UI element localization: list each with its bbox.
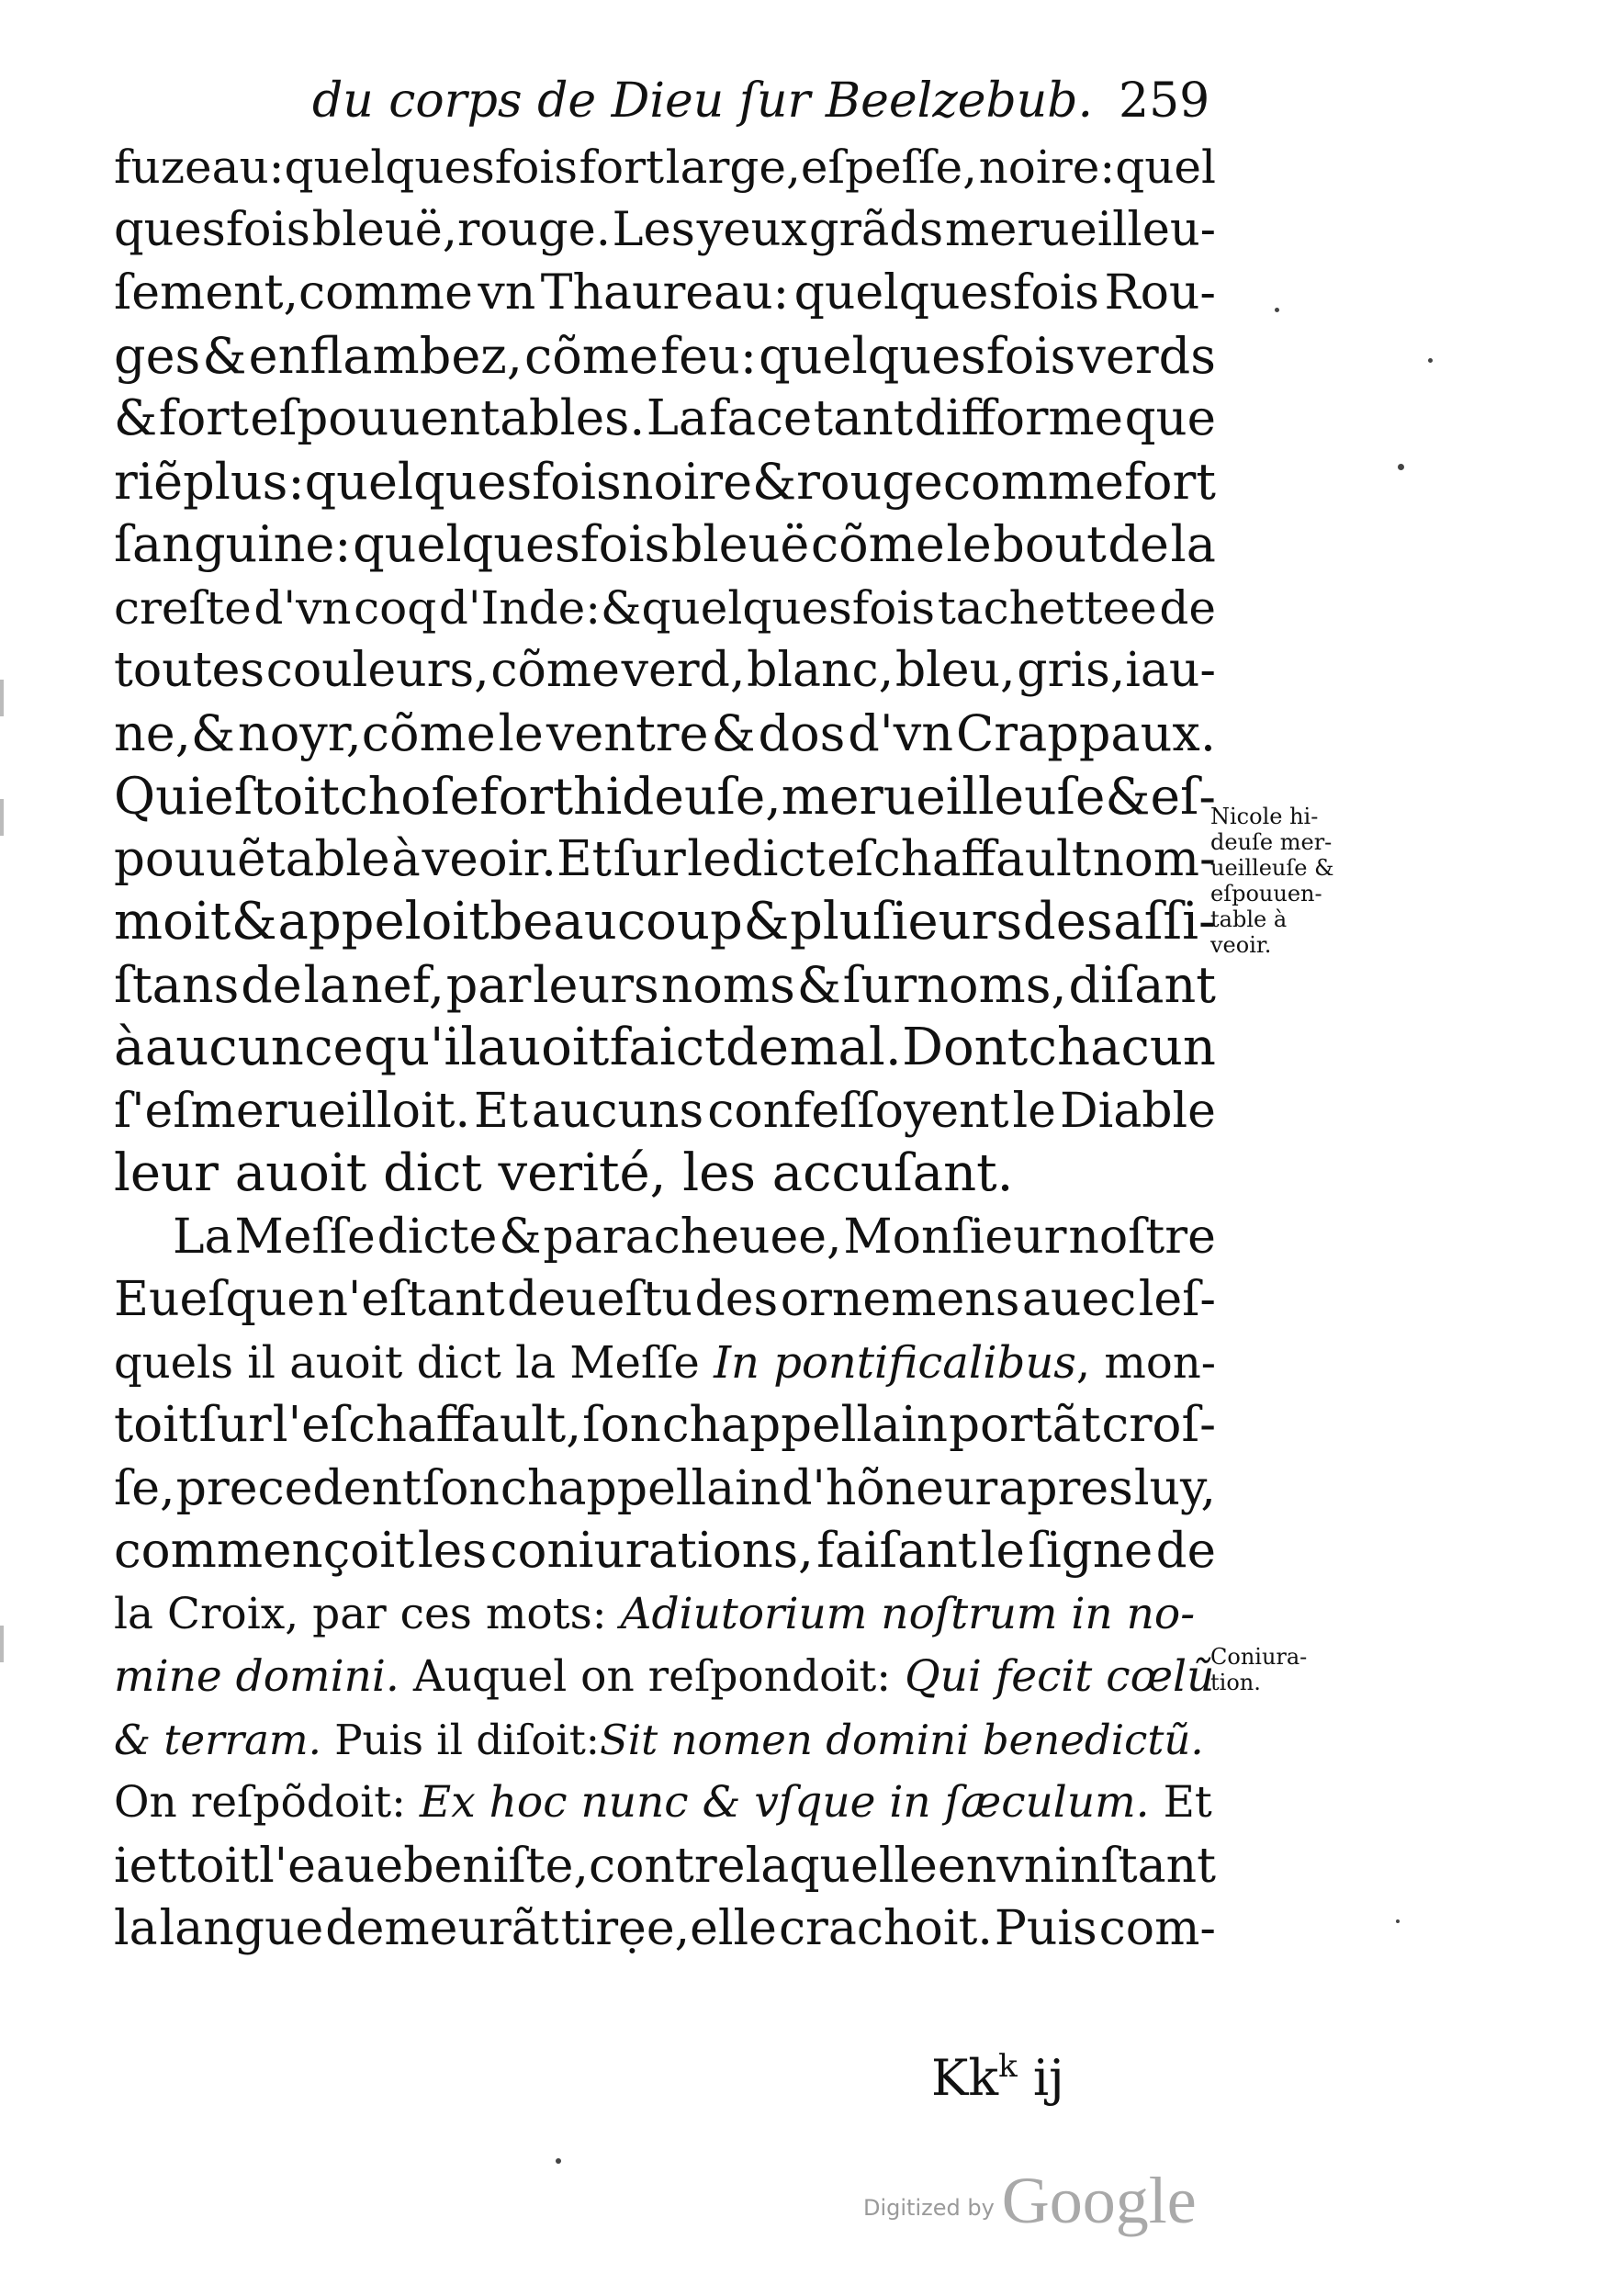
word: choſe	[339, 767, 480, 826]
text-line	[114, 1080, 1216, 1143]
word: langue	[159, 1901, 324, 1956]
word: ſtans	[114, 955, 240, 1014]
word: &	[752, 452, 797, 511]
word: mal.	[789, 1018, 902, 1077]
word: des	[694, 1272, 779, 1327]
word: pluſieurs	[790, 892, 1023, 951]
ink-speck	[1428, 358, 1433, 363]
word: Dont	[902, 1018, 1029, 1077]
word: le	[1012, 1083, 1056, 1139]
word: chacun	[1028, 1018, 1216, 1077]
word: inſtant	[1054, 1838, 1216, 1894]
word: ventre	[546, 703, 709, 762]
word: Monſieur	[843, 1209, 1067, 1265]
word: d'hõneur	[782, 1460, 998, 1516]
word: vn	[996, 1838, 1055, 1894]
word: vn	[478, 265, 536, 321]
word: bout	[993, 515, 1107, 573]
word: que	[1124, 390, 1216, 446]
digitized-by-text: Digitized by	[863, 2195, 995, 2221]
word: noyr,cõme	[237, 703, 496, 762]
word: n'eſtant	[317, 1272, 505, 1327]
word: ſon	[582, 1397, 661, 1453]
text-segment: Auquel on reſpondoit:	[412, 1651, 892, 1702]
word: toit	[114, 1397, 198, 1453]
word: gris,iau-	[1017, 643, 1216, 698]
text-line	[114, 388, 1216, 451]
word: dicte	[377, 1209, 498, 1265]
word: appeloit	[277, 892, 489, 951]
word: confeſſoyent	[707, 1083, 1009, 1139]
text-line	[114, 577, 1216, 640]
word: coq	[354, 580, 437, 635]
word: les	[417, 1523, 488, 1579]
word: plus:	[183, 452, 305, 511]
body-text	[114, 136, 1216, 1961]
running-head-title: du corps de Dieu ſur Beelzebub.	[312, 73, 1094, 129]
text-line	[114, 513, 1216, 577]
word: fort	[479, 767, 574, 826]
word: noire	[621, 452, 753, 511]
word: moit	[114, 892, 231, 951]
word: le	[980, 1523, 1025, 1579]
page-edge-mark	[0, 799, 4, 836]
word: &	[231, 892, 277, 951]
word: fort	[1123, 452, 1216, 511]
word: com-	[1098, 1901, 1216, 1956]
word: blanc,	[747, 643, 894, 698]
latin-phrase: Sit nomen domini benedictũ.	[599, 1715, 1204, 1764]
word: Eueſque	[114, 1272, 316, 1327]
latin-phrase: & terram.	[114, 1715, 321, 1764]
word: la	[1170, 515, 1216, 573]
word: auoit	[477, 1018, 610, 1077]
digitized-watermark	[863, 2163, 1197, 2236]
margin-note	[1210, 1644, 1307, 1695]
word: luy,	[1133, 1460, 1216, 1516]
latin-phrase: Qui fecit cœlũ	[905, 1651, 1215, 1702]
margin-note-line: deuſe mer-	[1210, 829, 1333, 855]
word: leſ-	[1138, 1272, 1216, 1327]
latin-phrase: mine domini.	[114, 1651, 399, 1702]
word: ges	[114, 326, 201, 385]
word: aucuns	[531, 1083, 704, 1139]
word: le	[946, 515, 992, 573]
word: merueilleuſe	[781, 767, 1106, 826]
word: fort	[158, 390, 249, 446]
word: commençoit	[114, 1523, 415, 1579]
word: quelquesfois	[793, 265, 1099, 321]
word: Meſſe	[234, 1209, 376, 1265]
word: de	[241, 955, 302, 1014]
word: &	[114, 390, 158, 446]
word: ſur	[198, 1397, 272, 1453]
word: croſ-	[1101, 1397, 1216, 1453]
word: eſchaffault	[827, 830, 1092, 887]
text-line	[114, 1332, 1216, 1395]
margin-note	[1210, 804, 1333, 958]
signature-superscript: k	[998, 2048, 1018, 2085]
word: eſ-	[1150, 767, 1216, 826]
word: demeurãt	[325, 1901, 559, 1956]
word: crachoit.	[778, 1901, 993, 1956]
word: verd,	[621, 643, 746, 698]
word: comme	[942, 452, 1124, 511]
word: ne,&	[114, 703, 235, 762]
word: la	[114, 1901, 158, 1956]
word: ſement,comme	[114, 265, 473, 321]
text-line	[114, 1709, 1216, 1773]
text-line	[114, 1835, 1216, 1898]
word: Puis	[994, 1901, 1097, 1956]
text-segment: quels il auoit dict la Meſſe	[114, 1336, 700, 1389]
text-line	[114, 1017, 1216, 1080]
word: difforme	[914, 390, 1124, 446]
word: aucun	[144, 1018, 304, 1077]
word: verds	[1077, 326, 1216, 385]
word: qu'il	[364, 1018, 478, 1077]
margin-note-line: eſpouuen-	[1210, 881, 1322, 906]
word: eſpouuentables.	[250, 390, 646, 446]
text-line	[114, 1394, 1216, 1458]
word: des	[1022, 892, 1113, 951]
google-wordmark: Google	[1001, 2164, 1197, 2237]
word: diſant	[1068, 955, 1216, 1014]
text-line	[114, 765, 1216, 828]
word: apres	[998, 1460, 1133, 1516]
ink-speck	[1275, 308, 1279, 312]
word: faict	[609, 1018, 726, 1077]
text-line	[114, 1268, 1216, 1332]
word: bleuë	[670, 515, 810, 573]
word: tachettee	[937, 580, 1157, 635]
word: bleu,	[894, 643, 1016, 698]
word: Et	[474, 1083, 528, 1139]
word: quelquesfois	[353, 515, 670, 573]
text-line	[114, 1897, 1216, 1961]
word: ſur	[613, 830, 686, 887]
word: veoir.Et	[422, 830, 612, 887]
word: portãt	[949, 1397, 1101, 1453]
word: Thaureau:	[540, 265, 790, 321]
word: Crappaux.	[955, 703, 1216, 762]
word: iettoit	[114, 1838, 260, 1894]
word: ſe,	[114, 1460, 175, 1516]
word: l'eſchaffault,	[272, 1397, 582, 1453]
word: ſ'eſmerueilloit.	[114, 1083, 471, 1139]
text-segment: Et	[1163, 1777, 1212, 1828]
text-line	[114, 1583, 1216, 1647]
word: &	[743, 892, 790, 951]
text-line	[114, 828, 1216, 892]
word: en	[937, 1838, 997, 1894]
text-segment: On reſpõdoit:	[114, 1777, 406, 1828]
word: beaucoup	[489, 892, 743, 951]
word: chappellain	[500, 1460, 782, 1516]
word: par	[445, 955, 532, 1014]
margin-note-line: Coniura-	[1210, 1644, 1308, 1670]
word: nom-	[1092, 830, 1216, 887]
word: couleurs,	[265, 643, 489, 698]
running-head	[312, 64, 1231, 138]
page-edge-mark	[0, 1626, 4, 1662]
word: quelquesfois	[304, 452, 622, 511]
word: ſanguine:	[114, 515, 352, 573]
word: de	[1108, 515, 1169, 573]
word: aſſi-	[1113, 892, 1216, 951]
word: cõme	[810, 515, 945, 573]
word: contre	[589, 1838, 746, 1894]
word: hideuſe,	[573, 767, 782, 826]
word: de	[1155, 1523, 1216, 1579]
word: de	[1159, 580, 1216, 635]
word: d'vn	[253, 580, 352, 635]
word: fort	[579, 141, 665, 194]
word: à	[114, 1018, 145, 1077]
text-segment: la Croix, par ces mots:	[114, 1588, 607, 1639]
word: Les	[612, 202, 695, 257]
word: noms	[660, 955, 795, 1014]
text-line	[114, 1458, 1216, 1521]
page-number: 259	[1119, 73, 1210, 129]
word: enflambez,	[248, 326, 523, 385]
word: leurs	[533, 955, 659, 1014]
word: ſigne	[1028, 1523, 1153, 1579]
text-line	[114, 136, 1216, 199]
word: &	[1105, 767, 1151, 826]
word: &	[796, 955, 841, 1014]
word: pouuẽtable	[114, 830, 390, 887]
word: à	[391, 830, 421, 887]
word: Rou-	[1104, 265, 1216, 321]
margin-note-line: tion.	[1210, 1670, 1261, 1695]
word: yeux	[696, 202, 808, 257]
word: face	[709, 390, 813, 446]
word: chappellain	[661, 1397, 949, 1453]
word: &	[202, 326, 247, 385]
text-line	[114, 639, 1216, 703]
word: precedent	[175, 1460, 422, 1516]
word: d'Inde:&quelquesfois	[438, 580, 936, 635]
text-segment: Puis il diſoit:	[334, 1715, 600, 1764]
word: &	[711, 703, 756, 762]
word: ſurnoms,	[842, 955, 1067, 1014]
word: dos	[758, 703, 846, 762]
word: cõme	[490, 643, 620, 698]
word: ornemens	[780, 1272, 1020, 1327]
word: la	[303, 955, 350, 1014]
margin-note-line: ueilleuſe &	[1210, 855, 1334, 881]
text-line	[114, 199, 1216, 263]
text-segment: , mon-	[1075, 1336, 1216, 1389]
word: noſtre	[1068, 1209, 1216, 1265]
word: ce	[304, 1018, 364, 1077]
word: beniſte,	[403, 1838, 589, 1894]
word: grãds	[808, 202, 944, 257]
text-line	[114, 1772, 1216, 1835]
signature-mark	[931, 2034, 1064, 2110]
text-line	[114, 325, 1216, 388]
word: La	[173, 1209, 233, 1265]
latin-phrase: Adiutorium noſtrum in no-	[620, 1588, 1196, 1639]
word: toutes	[114, 643, 265, 698]
text-line	[114, 954, 1216, 1018]
word: deueſtu	[507, 1272, 693, 1327]
word: Qui	[114, 767, 205, 826]
word: fuzeau:quelquesfois	[114, 141, 579, 194]
page-edge-mark	[0, 680, 4, 716]
word: auec	[1021, 1272, 1137, 1327]
word: eſtoit	[204, 767, 340, 826]
margin-note-line: veoir.	[1210, 932, 1272, 958]
text-line	[114, 891, 1216, 954]
word: l'eaue	[259, 1838, 404, 1894]
ink-speck	[1396, 1919, 1400, 1923]
ink-speck	[1398, 464, 1404, 470]
word: merueilleu-	[944, 202, 1216, 257]
signature-number: ij	[1032, 2049, 1064, 2107]
text-line	[114, 451, 1216, 514]
text-line	[114, 1646, 1216, 1709]
word: creſte	[114, 580, 252, 635]
word: feu:	[660, 326, 758, 385]
word: noire:quel	[978, 141, 1216, 194]
word: La	[646, 390, 708, 446]
word: rouge	[796, 452, 943, 511]
ink-speck	[556, 2158, 561, 2164]
text-line	[114, 1206, 1216, 1269]
word: coniurations,	[489, 1523, 814, 1579]
word: ledict	[687, 830, 826, 887]
text-line: leur auoit dict verité, les accuſant.	[114, 1143, 1014, 1203]
word: bleuë,rouge.	[311, 202, 611, 257]
margin-note-line: table à	[1210, 906, 1288, 932]
word: large,eſpeſſe,	[665, 141, 978, 194]
text-line	[114, 1520, 1216, 1583]
word: quelquesfois	[759, 326, 1076, 385]
word: cõme	[524, 326, 658, 385]
word: tant	[813, 390, 914, 446]
word: tirẹe,elle	[560, 1901, 777, 1956]
word: &	[499, 1209, 542, 1265]
word: nef,	[350, 955, 444, 1014]
word: paracheuee,	[543, 1209, 842, 1265]
text-line	[114, 703, 1216, 766]
word: ſon	[422, 1460, 500, 1516]
word: quesfois	[114, 202, 310, 257]
word: faiſant	[816, 1523, 978, 1579]
latin-phrase: Ex hoc nunc & vſque in ſæculum.	[419, 1777, 1150, 1828]
word: Diable	[1059, 1083, 1216, 1139]
word: de	[726, 1018, 790, 1077]
word: laquelle	[745, 1838, 938, 1894]
word: riẽ	[114, 452, 184, 511]
signature-letter: Kk	[931, 2049, 999, 2107]
word: d'vn	[848, 703, 953, 762]
margin-note-line: Nicole hi-	[1210, 804, 1319, 829]
text-line	[114, 262, 1216, 325]
latin-phrase: In pontificalibus	[714, 1336, 1076, 1389]
word: le	[498, 703, 544, 762]
